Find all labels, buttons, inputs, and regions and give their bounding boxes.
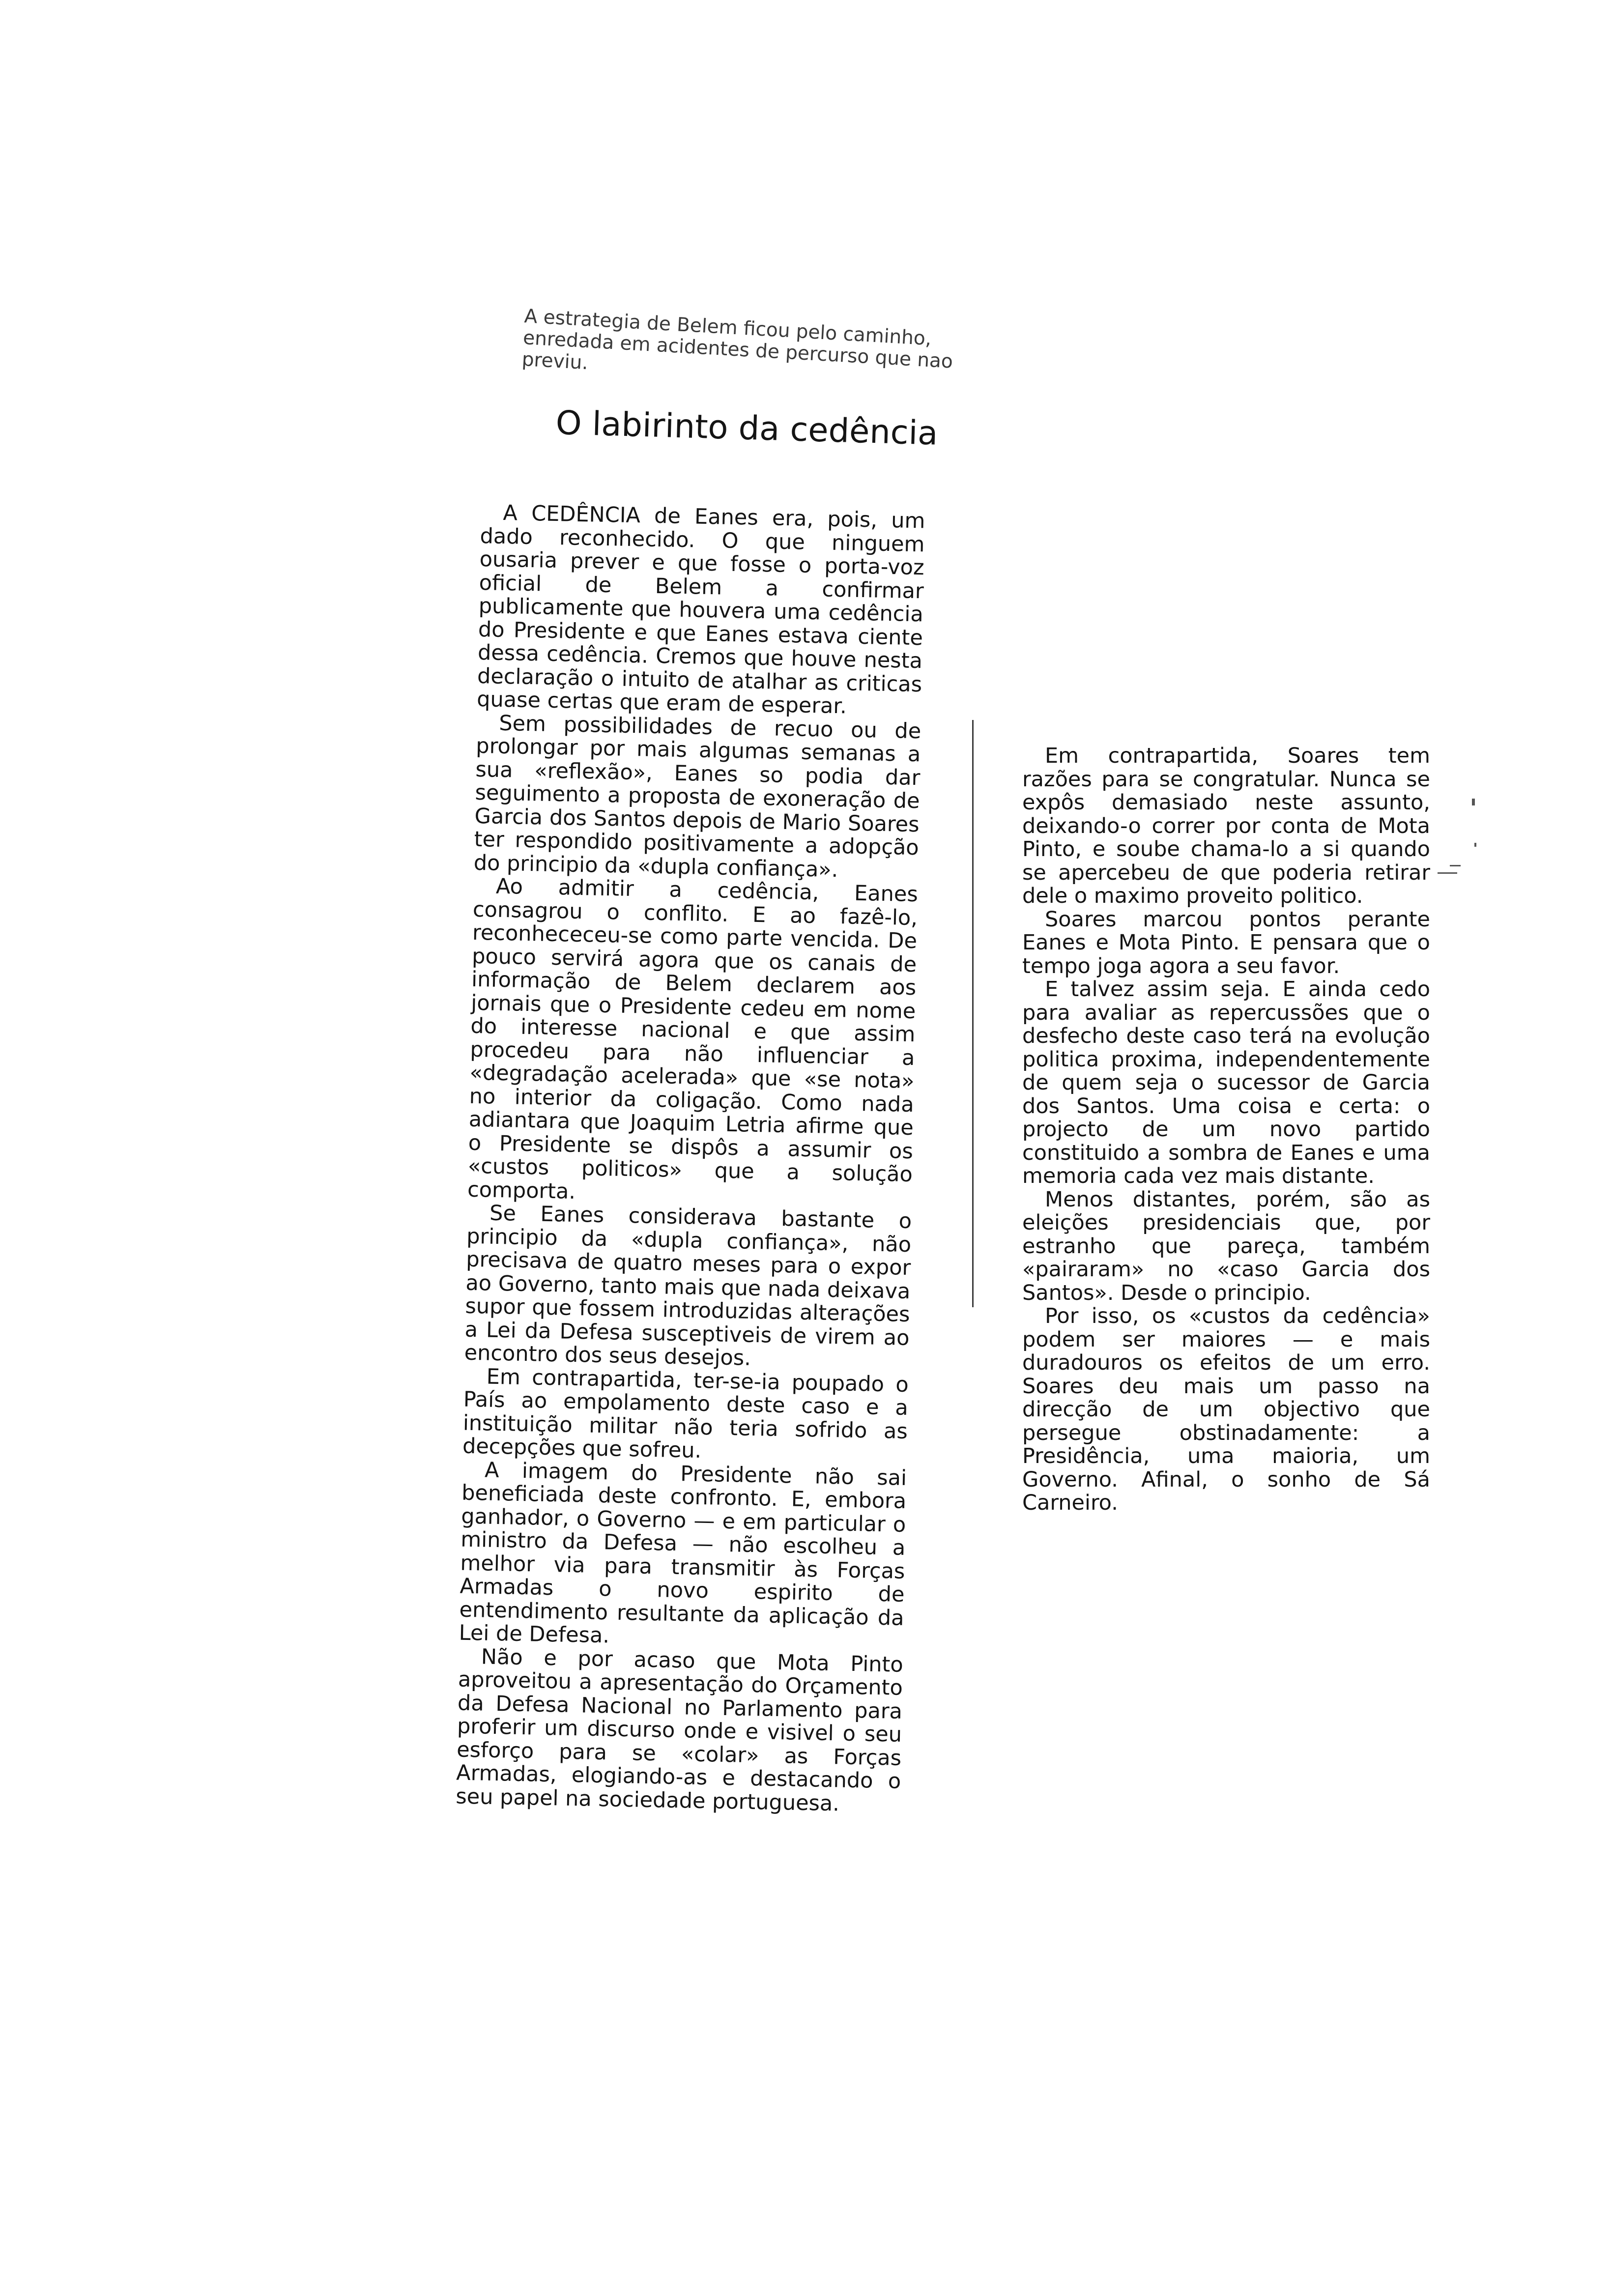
- article-column-right: [1022, 745, 1430, 1515]
- scan-speck: [1472, 799, 1475, 805]
- paragraph: A imagem do Presidente não sai beneficiada deste confronto. E, embora ganhador, o Governo — e em particular o ministro da Defesa — não escolheu a melhor via para transmitir às Forças Armadas o novo espirito de entendimento resultante da aplicação da Lei de Defesa.: [459, 1458, 907, 1648]
- scan-speck: [1438, 872, 1457, 874]
- paragraph: Ao admitir a cedência, Eanes consagrou o conflito. E ao fazê-lo, reconhececeu-se como parte vencida. De pouco servirá agora que os canais de informação de Belem declarem aos jornais que o Presidente cedeu em nome do interesse nacional e que assim procedeu para não influenciar a «degradação acelerada» que «se nota» no interior da coligação. Como nada adiantara que Joaquim Letria afirme que o Presidente se dispôs a assumir os «custos politicos» que a solução comporta.: [467, 874, 919, 1204]
- paragraph: Soares marcou pontos perante Eanes e Mota Pinto. E pensara que o tempo joga agora a seu favor.: [1022, 907, 1430, 978]
- paragraph: Não e por acaso que Mota Pinto aproveitou a apresentação do Orçamento da Defesa Nacional no Parlamento para proferir um discurso onde e visivel o seu esforço para se «colar» as Forças Armadas, elogiando-as e destacando o seu papel na sociedade portuguesa.: [455, 1644, 904, 1816]
- column-divider: [972, 720, 974, 1307]
- paragraph: Em contrapartida, Soares tem razões para se congratular. Nunca se expôs demasiado neste assunto, deixando-o correr por conta de Mota Pinto, e soube chama-lo a si quando se apercebeu de que poderia retirar dele o maximo proveito politico.: [1022, 744, 1430, 908]
- paragraph: Menos distantes, porém, são as eleições presidenciais que, por estranho que pareça, também «pairaram» no «caso Garcia dos Santos». Desde o principio.: [1022, 1187, 1430, 1305]
- paragraph: A CEDÊNCIA de Eanes era, pois, um dado reconhecido. O que ninguem ousaria prever e que fosse o porta-voz oficial de Belem a confirmar publicamente que houvera uma cedência do Presidente e que Eanes estava ciente dessa cedência. Cremos que houve nesta declaração o intuito de atalhar as criticas quase certas que eram de esperar.: [476, 500, 925, 719]
- article-column-left: [456, 501, 925, 1817]
- paragraph: Por isso, os «custos da cedência» podem ser maiores — e mais duradouros os efeitos de um erro. Soares deu mais um passo na direcção de um objectivo que persegue obstinadamente: a Presidência, uma maioria, um Governo. Afinal, o sonho de Sá Carneiro.: [1022, 1304, 1430, 1515]
- paragraph: E talvez assim seja. E ainda cedo para avaliar as repercussões que o desfecho deste caso terá na evolução politica proxima, independentemente de quem seja o sucessor de Garcia dos Santos. Uma coisa e certa: o projecto de um novo partido constituido a sombra de Eanes e uma memoria cada vez mais distante.: [1022, 977, 1430, 1188]
- paragraph: Sem possibilidades de recuo ou de prolongar por mais algumas semanas a sua «reflexão», Eanes so podia dar seguimento a proposta de exoneração de Garcia dos Santos depois de Mario Soares ter respondido positivamente a adopção do principio da «dupla confiança».: [473, 711, 921, 882]
- scan-speck: [1450, 865, 1461, 866]
- paragraph: Se Eanes considerava bastante o principio da «dupla confiança», não precisava de quatro meses para o expor ao Governo, tanto mais que nada deixava supor que fossem introduzidas alterações a Lei da Defesa susceptiveis de virem ao encontro dos seus desejos.: [464, 1201, 912, 1371]
- article-headline: O labirinto da cedência: [555, 403, 939, 453]
- paragraph: Em contrapartida, ter-se-ia poupado o País ao empolamento deste caso e a instituição militar não teria sofrido as decepções que sofreu.: [462, 1364, 909, 1463]
- scan-speck: [1474, 843, 1476, 847]
- article-intro: A estrategia de Belem ficou pelo caminho, enredada em acidentes de percurso que nao previu.: [521, 305, 954, 374]
